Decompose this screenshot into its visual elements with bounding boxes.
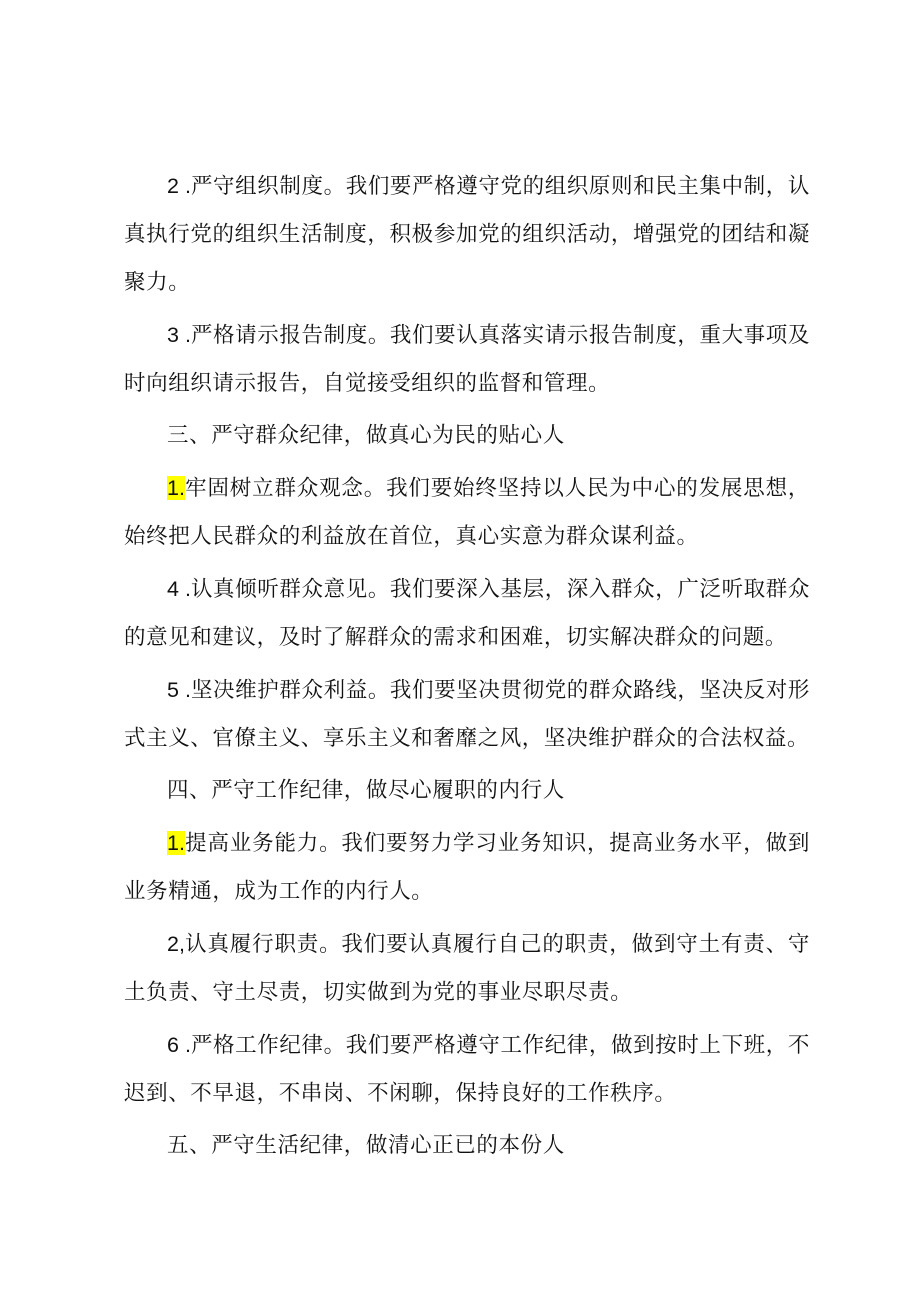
- item-number: 6: [167, 1033, 179, 1057]
- paragraph-text: 严守组织制度。我们要严格遵守党的组织原则和民主集中制，认真执行党的组织生活制度，积极参加党的组织活动，增强党的团结和凝聚力。: [124, 174, 810, 295]
- document-body: [124, 162, 810, 1174]
- paragraph-text: 坚决维护群众利益。我们要坚决贯彻党的群众路线，坚决反对形式主义、官僚主义、享乐主义和奢靡之风，坚决维护群众的合法权益。: [124, 678, 810, 751]
- item-separator: .: [178, 174, 191, 198]
- heading-text: 三、严守群众纪律，做真心为民的贴心人: [167, 423, 565, 448]
- paragraph-text: 牢固树立群众观念。我们要始终坚持以人民为中心的发展思想，始终把人民群众的利益放在首位，真心实意为群众谋利益。: [124, 476, 810, 549]
- paragraph-item-1-highlighted: [124, 819, 810, 916]
- paragraph-item-1-highlighted: [124, 464, 810, 561]
- paragraph-item-6: [124, 1021, 810, 1118]
- item-separator: .: [178, 323, 191, 347]
- section-heading-4: [124, 767, 810, 815]
- item-number: 2: [167, 174, 179, 198]
- item-number: 3: [167, 323, 179, 347]
- item-separator: .: [178, 678, 191, 702]
- item-number: 5: [167, 678, 179, 702]
- paragraph-text: 提高业务能力。我们要努力学习业务知识，提高业务水平，做到业务精通，成为工作的内行人。: [124, 831, 810, 904]
- section-heading-3: [124, 412, 810, 460]
- heading-text: 五、严守生活纪律，做清心正已的本份人: [167, 1133, 565, 1158]
- paragraph-text: 认真履行职责。我们要认真履行自己的职责，做到守土有责、守土负责、守土尽责，切实做到为党的事业尽职尽责。: [124, 932, 810, 1005]
- paragraph-text: 严格工作纪律。我们要严格遵守工作纪律，做到按时上下班，不迟到、不早退，不串岗、不闲聊，保持良好的工作秩序。: [124, 1033, 810, 1106]
- paragraph-item-2-comma: [124, 920, 810, 1017]
- item-separator: .: [178, 577, 191, 601]
- paragraph-text: 严格请示报告制度。我们要认真落实请示报告制度，重大事项及时向组织请示报告，自觉接受组织的监督和管理。: [124, 323, 810, 396]
- item-separator: .: [178, 1033, 191, 1057]
- highlighted-item-number: 1.: [167, 831, 185, 855]
- paragraph-text: 认真倾听群众意见。我们要深入基层，深入群众，广泛听取群众的意见和建议，及时了解群众的需求和困难，切实解决群众的问题。: [124, 577, 810, 650]
- paragraph-item-2: [124, 162, 810, 307]
- item-number: 2,: [167, 932, 185, 956]
- paragraph-item-5: [124, 666, 810, 763]
- highlighted-item-number: 1.: [167, 476, 185, 500]
- heading-text: 四、严守工作纪律，做尽心履职的内行人: [167, 778, 565, 803]
- item-number: 4: [167, 577, 179, 601]
- paragraph-item-4: [124, 565, 810, 662]
- section-heading-5: [124, 1122, 810, 1170]
- paragraph-item-3: [124, 311, 810, 408]
